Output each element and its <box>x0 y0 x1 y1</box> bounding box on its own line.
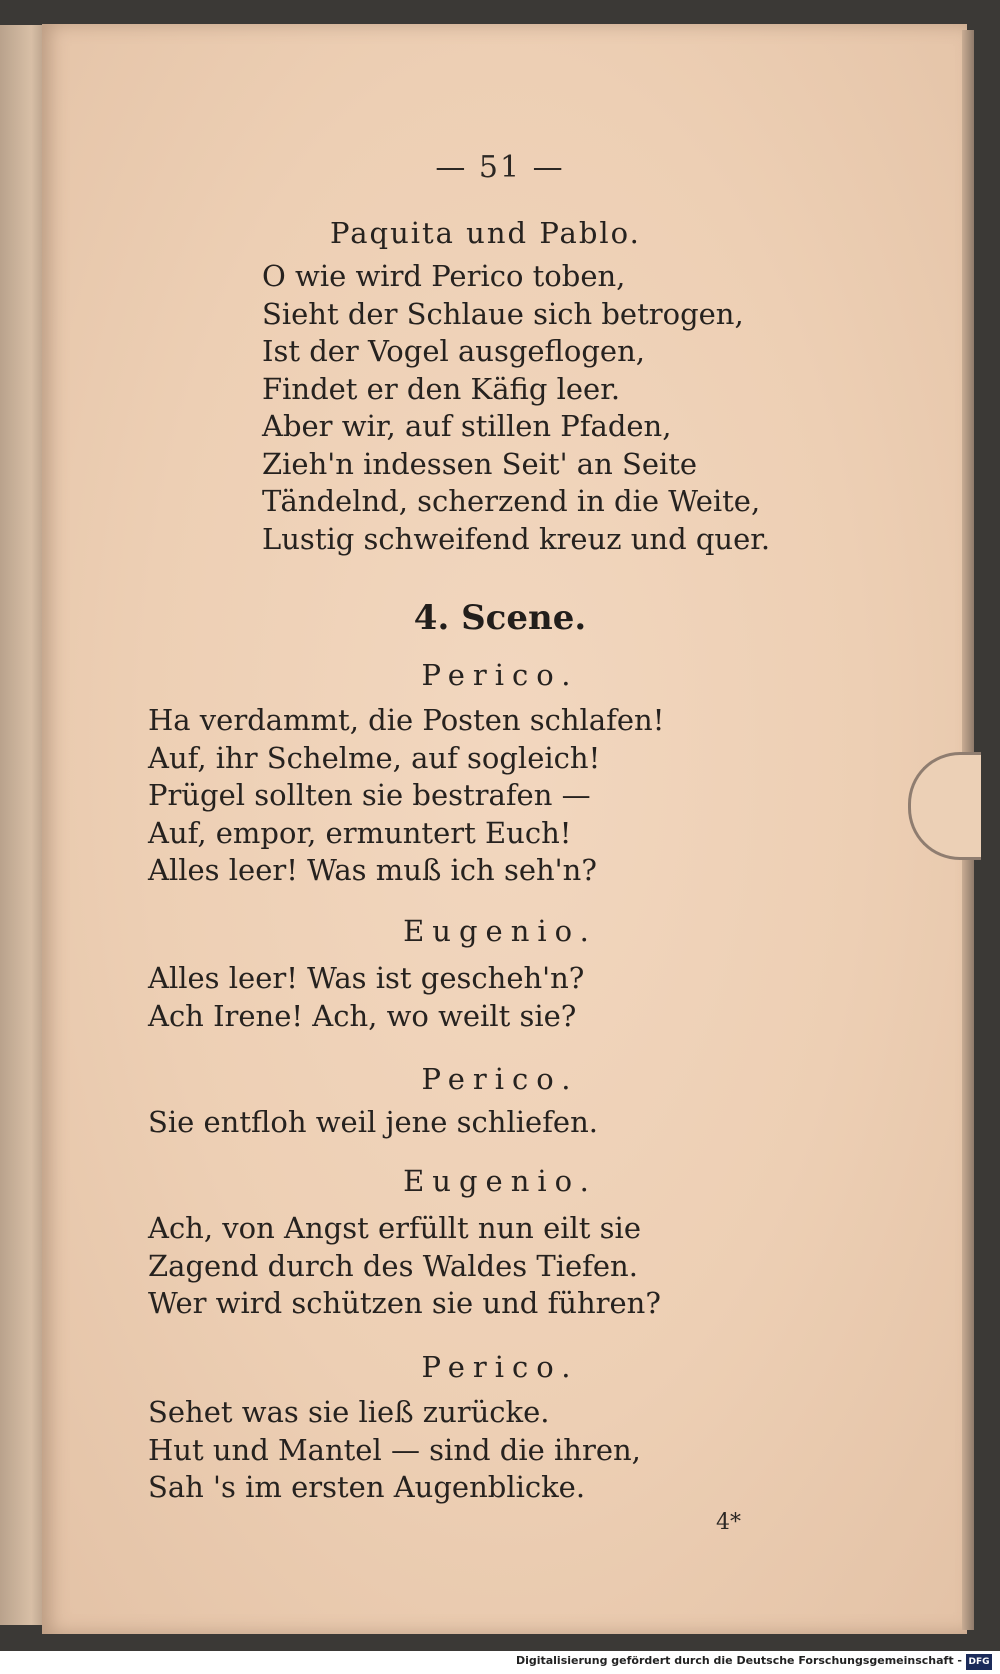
verse-line: Ist der Vogel ausgeflogen, <box>262 334 645 368</box>
speech-line: Hut und Mantel — sind die ihren, <box>148 1432 641 1467</box>
speech-block <box>148 1104 598 1142</box>
speech-block <box>148 1394 641 1507</box>
speech-line: Prügel sollten sie bestrafen — <box>148 778 591 812</box>
verse-line: Findet er den Käfig leer. <box>262 371 621 406</box>
speech-block <box>148 960 584 1035</box>
verse-stanza-1 <box>262 258 770 558</box>
speaker-name: Perico. <box>421 1350 579 1384</box>
speech-line: Sah 's im ersten Augenblicke. <box>148 1470 586 1504</box>
speech-line: Auf, ihr Schelme, auf sogleich! <box>148 740 601 775</box>
speaker-name: Eugenio. <box>403 1164 597 1198</box>
speaker-name: Perico. <box>421 658 579 692</box>
speech-block <box>148 1210 661 1323</box>
speech-line: Ach Irene! Ach, wo weilt sie? <box>148 998 577 1033</box>
speech-line: Alles leer! Was ist gescheh'n? <box>148 961 585 995</box>
speaker-name: Eugenio. <box>403 914 597 948</box>
page-number: — 51 — <box>435 150 565 185</box>
speech-line: Zagend durch des Waldes Tiefen. <box>148 1248 638 1283</box>
verse-line: Zieh'n indessen Seit' an Seite <box>262 446 698 481</box>
digitization-footer <box>0 1651 1000 1674</box>
speech-line: Alles leer! Was muß ich seh'n? <box>148 853 597 887</box>
verse-line: Aber wir, auf stillen Pfaden, <box>262 409 672 443</box>
speech-line: Wer wird schützen sie und führen? <box>148 1286 661 1320</box>
speech-line: Ha verdammt, die Posten schlafen! <box>148 703 665 737</box>
signature-mark: 4* <box>716 1510 741 1535</box>
speech-line: Sie entfloh weil jene schliefen. <box>148 1105 598 1139</box>
section-heading: Paquita und Pablo. <box>330 216 641 250</box>
verse-line: Lustig schweifend kreuz und quer. <box>262 521 771 556</box>
speaker-name: Perico. <box>421 1062 579 1096</box>
speech-line: Ach, von Angst erfüllt nun eilt sie <box>148 1211 641 1245</box>
verse-line: O wie wird Perico toben, <box>262 259 626 293</box>
speech-line: Auf, empor, ermuntert Euch! <box>148 815 572 850</box>
dfg-logo: DFG <box>966 1654 992 1670</box>
footer-credit: Digitalisierung gefördert durch die Deutsche Forschungsgemeinschaft - <box>515 1654 962 1667</box>
speech-block <box>148 702 664 890</box>
scene-title: 4. Scene. <box>413 598 587 638</box>
verse-line: Tändelnd, scherzend in die Weite, <box>262 484 761 518</box>
speech-line: Sehet was sie ließ zurücke. <box>148 1395 550 1429</box>
verse-line: Sieht der Schlaue sich betrogen, <box>262 296 744 331</box>
